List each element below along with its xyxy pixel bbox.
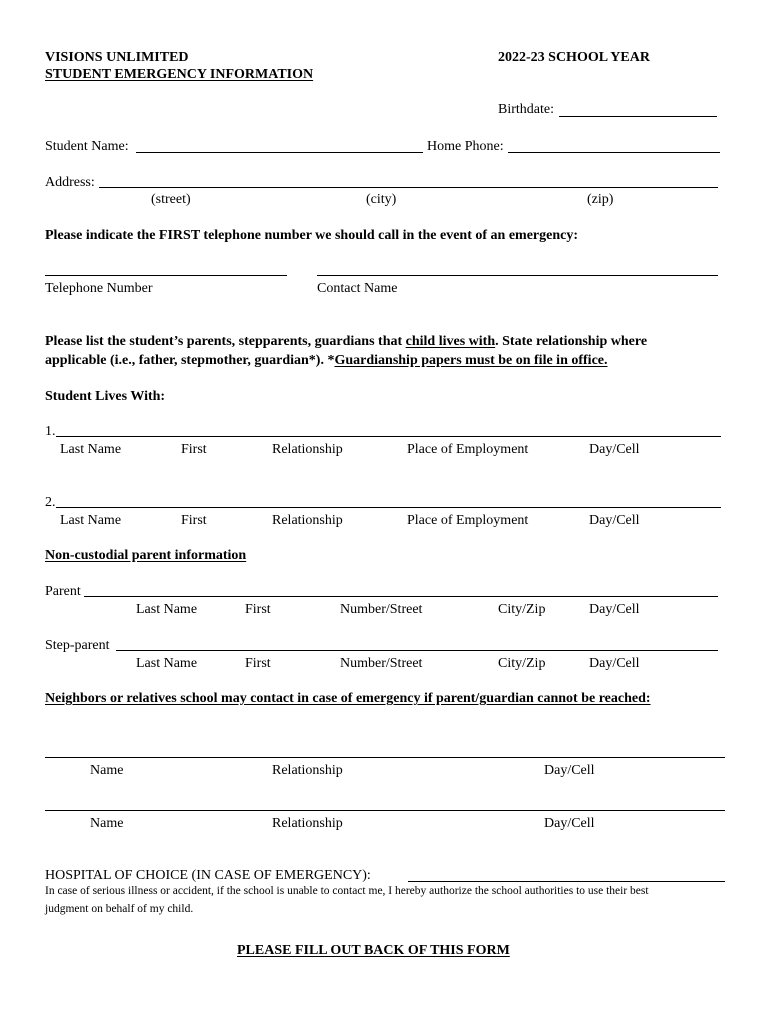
- col-relationship: Relationship: [272, 513, 343, 528]
- parents-instruction-text-end: . State relationship where: [495, 334, 648, 349]
- col-place-of-employment: Place of Employment: [407, 513, 529, 528]
- authorization-line1: In case of serious illness or accident, if the school is unable to contact me, I hereby authorize the school authorities to use their best: [45, 885, 649, 897]
- parents-instruction-line2-text: applicable (i.e., father, stepmother, guardian*). *: [45, 353, 335, 368]
- col-last-name: Last Name: [136, 602, 198, 617]
- telephone-number-caption: Telephone Number: [45, 281, 153, 296]
- col-city-zip: City/Zip: [498, 656, 546, 671]
- hospital-label: HOSPITAL OF CHOICE (IN CASE OF EMERGENCY):: [45, 868, 371, 883]
- col-number-street: Number/Street: [340, 602, 423, 617]
- contact-name-caption: Contact Name: [317, 281, 398, 296]
- home-phone-field[interactable]: [508, 152, 720, 153]
- telephone-number-field[interactable]: [45, 275, 287, 276]
- lives-with-row-number: 1.: [45, 424, 56, 439]
- first-contact-instruction: Please indicate the FIRST telephone number we should call in the event of an emergency:: [45, 228, 579, 243]
- lives-with-heading: Student Lives With:: [45, 389, 166, 404]
- col-number-street: Number/Street: [340, 656, 423, 671]
- parent-field[interactable]: [84, 596, 718, 597]
- parents-instruction-line2: [45, 354, 608, 368]
- neighbors-heading: Neighbors or relatives school may contact in case of emergency if parent/guardian cannot be reached:: [45, 691, 651, 706]
- parent-label: Parent: [45, 584, 81, 599]
- col-name: Name: [90, 816, 124, 831]
- parents-instruction-emphasis: child lives with: [405, 334, 496, 349]
- zip-caption: (zip): [587, 192, 614, 207]
- school-year: 2022-23 SCHOOL YEAR: [498, 50, 650, 65]
- col-relationship: Relationship: [272, 816, 343, 831]
- col-city-zip: City/Zip: [498, 602, 546, 617]
- hospital-field[interactable]: [408, 881, 725, 882]
- birthdate-field[interactable]: [559, 116, 717, 117]
- neighbor-field[interactable]: [45, 810, 725, 811]
- student-name-field[interactable]: [136, 152, 423, 153]
- step-parent-label: Step-parent: [45, 638, 110, 653]
- street-caption: (street): [151, 192, 191, 207]
- col-relationship: Relationship: [272, 763, 343, 778]
- city-caption: (city): [366, 192, 397, 207]
- student-name-label: Student Name:: [45, 139, 129, 154]
- col-last-name: Last Name: [136, 656, 198, 671]
- back-of-form-notice: PLEASE FILL OUT BACK OF THIS FORM: [237, 943, 510, 958]
- org-name: VISIONS UNLIMITED: [45, 50, 189, 65]
- home-phone-label: Home Phone:: [427, 139, 504, 154]
- non-custodial-heading: Non-custodial parent information: [45, 548, 247, 563]
- col-first: First: [245, 602, 271, 617]
- col-day-cell: Day/Cell: [589, 656, 640, 671]
- guardianship-notice: Guardianship papers must be on file in office.: [334, 353, 608, 368]
- address-field[interactable]: [99, 187, 718, 188]
- neighbor-field[interactable]: [45, 757, 725, 758]
- col-place-of-employment: Place of Employment: [407, 442, 529, 457]
- address-label: Address:: [45, 175, 95, 190]
- lives-with-row-number: 2.: [45, 495, 56, 510]
- parents-instruction-line1: [45, 335, 647, 349]
- col-day-cell: Day/Cell: [589, 602, 640, 617]
- form-title: STUDENT EMERGENCY INFORMATION: [45, 67, 314, 82]
- col-first: First: [181, 513, 207, 528]
- lives-with-field[interactable]: [56, 436, 721, 437]
- col-relationship: Relationship: [272, 442, 343, 457]
- col-first: First: [245, 656, 271, 671]
- col-day-cell: Day/Cell: [544, 763, 595, 778]
- lives-with-field[interactable]: [56, 507, 721, 508]
- parents-instruction-text: Please list the student’s parents, stepparents, guardians that: [45, 334, 406, 349]
- contact-name-field[interactable]: [317, 275, 718, 276]
- birthdate-label: Birthdate:: [498, 102, 554, 117]
- col-last-name: Last Name: [60, 442, 122, 457]
- col-first: First: [181, 442, 207, 457]
- col-name: Name: [90, 763, 124, 778]
- authorization-line2: judgment on behalf of my child.: [45, 903, 194, 915]
- col-last-name: Last Name: [60, 513, 122, 528]
- step-parent-field[interactable]: [116, 650, 718, 651]
- col-day-cell: Day/Cell: [589, 513, 640, 528]
- col-day-cell: Day/Cell: [544, 816, 595, 831]
- col-day-cell: Day/Cell: [589, 442, 640, 457]
